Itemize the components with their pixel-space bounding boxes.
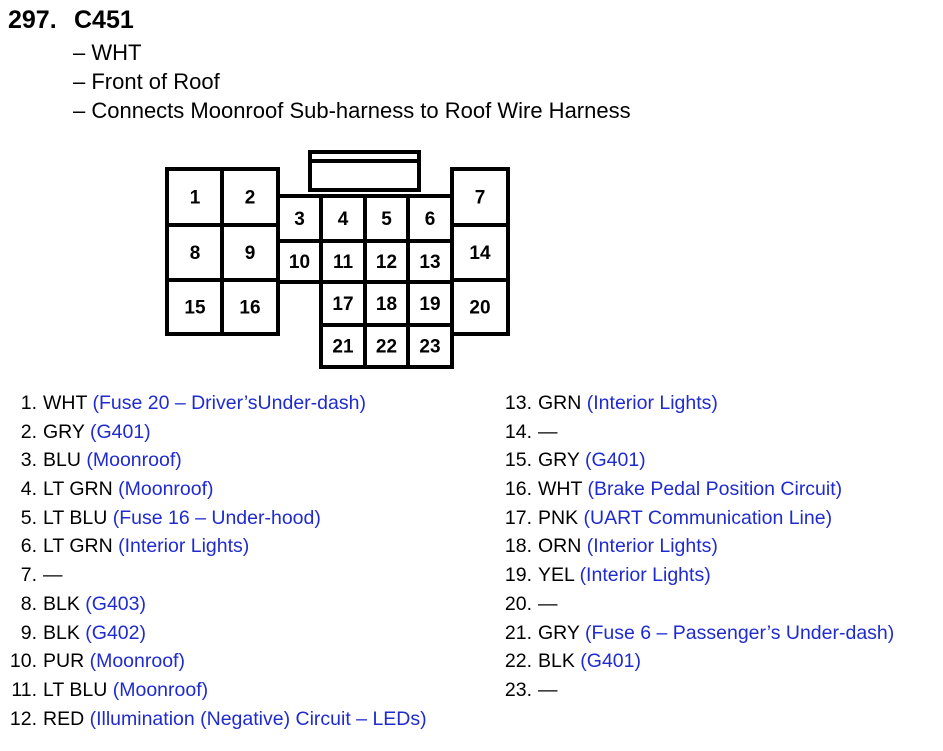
- cavity-21-label: 21: [332, 336, 354, 358]
- pin-row-20: [499, 590, 894, 619]
- pin-circuit-description: (Brake Pedal Position Circuit): [587, 478, 843, 501]
- pin-number: 21.: [504, 621, 532, 644]
- connector-number: 297.: [8, 6, 57, 34]
- cavity-3-label: 3: [294, 209, 305, 230]
- pin-number: 12.: [9, 707, 37, 730]
- pin-number: 6.: [20, 535, 37, 558]
- cavity-9-label: 9: [244, 243, 256, 264]
- pin-row-10: [0, 647, 427, 676]
- cavity-4-label: 4: [337, 209, 349, 230]
- pin-row-9: [0, 619, 427, 648]
- pin-circuit-description: (Interior Lights): [118, 535, 250, 558]
- pin-circuit-description: (Interior Lights): [586, 535, 718, 558]
- pin-row-15: [499, 446, 894, 475]
- pin-circuit-description: (G402): [85, 621, 146, 644]
- pin-wire-color: RED: [43, 707, 85, 730]
- pin-number: 18.: [504, 535, 532, 558]
- pin-row-18: [499, 532, 894, 561]
- cavity-5-label: 5: [381, 209, 392, 230]
- pin-number: 13.: [504, 392, 532, 414]
- cavity-18-label: 18: [375, 294, 398, 315]
- pin-wire-color: GRY: [538, 621, 580, 644]
- pin-row-14: [499, 418, 894, 447]
- connector-face-diagram: [150, 140, 520, 375]
- connector-latch-inner: [310, 161, 419, 190]
- pinout-list-right: [499, 389, 894, 705]
- connector-id: C451: [74, 6, 134, 34]
- pin-wire-color: YEL: [538, 564, 575, 587]
- connector-function-line: – Connects Moonroof Sub-harness to Roof Wire Harness: [73, 98, 631, 123]
- pin-row-7: [0, 561, 427, 590]
- pin-wire-color: PNK: [538, 506, 579, 529]
- cavity-23-label: 23: [419, 336, 441, 358]
- pin-circuit-description: (Illumination (Negative) Circuit – LEDs): [89, 707, 427, 730]
- cavity-19-label: 19: [419, 294, 441, 315]
- pin-wire-color: GRY: [43, 420, 85, 443]
- cavity-1-label: 1: [189, 187, 201, 209]
- pin-wire-color: —: [538, 420, 558, 443]
- pin-number: 19.: [504, 564, 532, 587]
- pin-wire-color: PUR: [43, 650, 85, 673]
- pin-number: 5.: [20, 506, 37, 529]
- pin-number: 17.: [504, 506, 532, 529]
- pin-wire-color: BLK: [43, 592, 80, 615]
- pin-row-1: [0, 389, 427, 418]
- pin-circuit-description: (G401): [584, 449, 646, 472]
- pin-row-8: [0, 590, 427, 619]
- pin-number: 15.: [504, 449, 532, 472]
- cavity-16-label: 16: [239, 297, 261, 319]
- cavity-17-label: 17: [332, 294, 354, 315]
- cavity-14-label: 14: [469, 243, 491, 264]
- pin-number: 7.: [20, 564, 37, 587]
- pin-row-19: [499, 561, 894, 590]
- pin-wire-color: —: [538, 678, 558, 701]
- pin-wire-color: WHT: [538, 478, 583, 501]
- pin-circuit-description: (Moonroof): [86, 449, 182, 472]
- pin-wire-color: ORN: [538, 535, 582, 558]
- pin-circuit-description: (Moonroof): [89, 650, 185, 673]
- pin-circuit-description: (Interior Lights): [586, 392, 718, 414]
- pin-circuit-description: (Fuse 6 – Passenger’s Under-dash): [584, 621, 895, 644]
- pin-wire-color: BLU: [43, 449, 81, 472]
- cavity-20-label: 20: [469, 297, 491, 319]
- pin-wire-color: —: [538, 592, 558, 615]
- pin-row-16: [499, 475, 894, 504]
- pin-row-6: [0, 532, 427, 561]
- pin-number: 22.: [504, 650, 532, 673]
- pin-number: 9.: [20, 621, 37, 644]
- pin-number: 11.: [11, 678, 37, 701]
- pin-number: 1.: [20, 392, 37, 414]
- pin-circuit-description: (G401): [580, 650, 641, 673]
- pin-row-2: [0, 418, 427, 447]
- pin-circuit-description: (Fuse 16 – Under-hood): [112, 506, 321, 529]
- pin-circuit-description: (Moonroof): [118, 478, 214, 501]
- cavity-8-label: 8: [189, 243, 201, 264]
- pin-row-11: [0, 676, 427, 705]
- pin-row-5: [0, 504, 427, 533]
- pin-row-13: [499, 389, 894, 418]
- pin-wire-color: GRN: [538, 392, 582, 414]
- cavity-6-label: 6: [424, 209, 436, 230]
- pin-number: 4.: [20, 478, 37, 501]
- pin-row-4: [0, 475, 427, 504]
- cavity-7-label: 7: [474, 187, 486, 209]
- pin-row-12: [0, 705, 427, 734]
- pin-number: 8.: [20, 592, 37, 615]
- pin-wire-color: BLK: [43, 621, 80, 644]
- pin-wire-color: LT GRN: [43, 535, 113, 558]
- connector-color-line: – WHT: [73, 40, 142, 65]
- pin-wire-color: BLK: [538, 650, 575, 673]
- pin-circuit-description: (Moonroof): [112, 678, 209, 701]
- pin-row-21: [499, 619, 894, 648]
- pin-circuit-description: (G401): [89, 420, 151, 443]
- cavity-13-label: 13: [419, 252, 441, 273]
- pin-wire-color: LT GRN: [43, 478, 113, 501]
- cavity-11-label: 11: [332, 252, 354, 273]
- pin-row-23: [499, 676, 894, 705]
- pin-circuit-description: (Fuse 20 – Driver’sUnder-dash): [92, 392, 366, 414]
- connector-location-line: – Front of Roof: [73, 69, 220, 94]
- pin-number: 2.: [20, 420, 37, 443]
- pin-wire-color: GRY: [538, 449, 580, 472]
- cavity-15-label: 15: [184, 297, 206, 319]
- pin-number: 20.: [504, 592, 532, 615]
- cavity-12-label: 12: [375, 252, 398, 273]
- pinout-list-left: [0, 389, 427, 733]
- pin-row-17: [499, 504, 894, 533]
- pin-number: 14.: [504, 420, 532, 443]
- pin-number: 16.: [504, 478, 532, 501]
- pin-number: 3.: [20, 449, 37, 472]
- pin-wire-color: WHT: [43, 392, 88, 414]
- pin-row-22: [499, 647, 894, 676]
- pin-number: 23.: [504, 678, 532, 701]
- pin-number: 10.: [9, 650, 37, 673]
- pin-circuit-description: (Interior Lights): [579, 564, 711, 587]
- connector-title: [8, 6, 134, 35]
- pin-wire-color: LT BLU: [43, 506, 108, 529]
- cavity-2-label: 2: [244, 187, 256, 209]
- pin-wire-color: LT BLU: [43, 678, 108, 701]
- pin-wire-color: —: [43, 564, 63, 587]
- pin-circuit-description: (G403): [85, 592, 146, 615]
- cavity-22-label: 22: [375, 336, 398, 358]
- pin-circuit-description: (UART Communication Line): [583, 506, 833, 529]
- cavity-10-label: 10: [288, 252, 311, 273]
- pin-row-3: [0, 446, 427, 475]
